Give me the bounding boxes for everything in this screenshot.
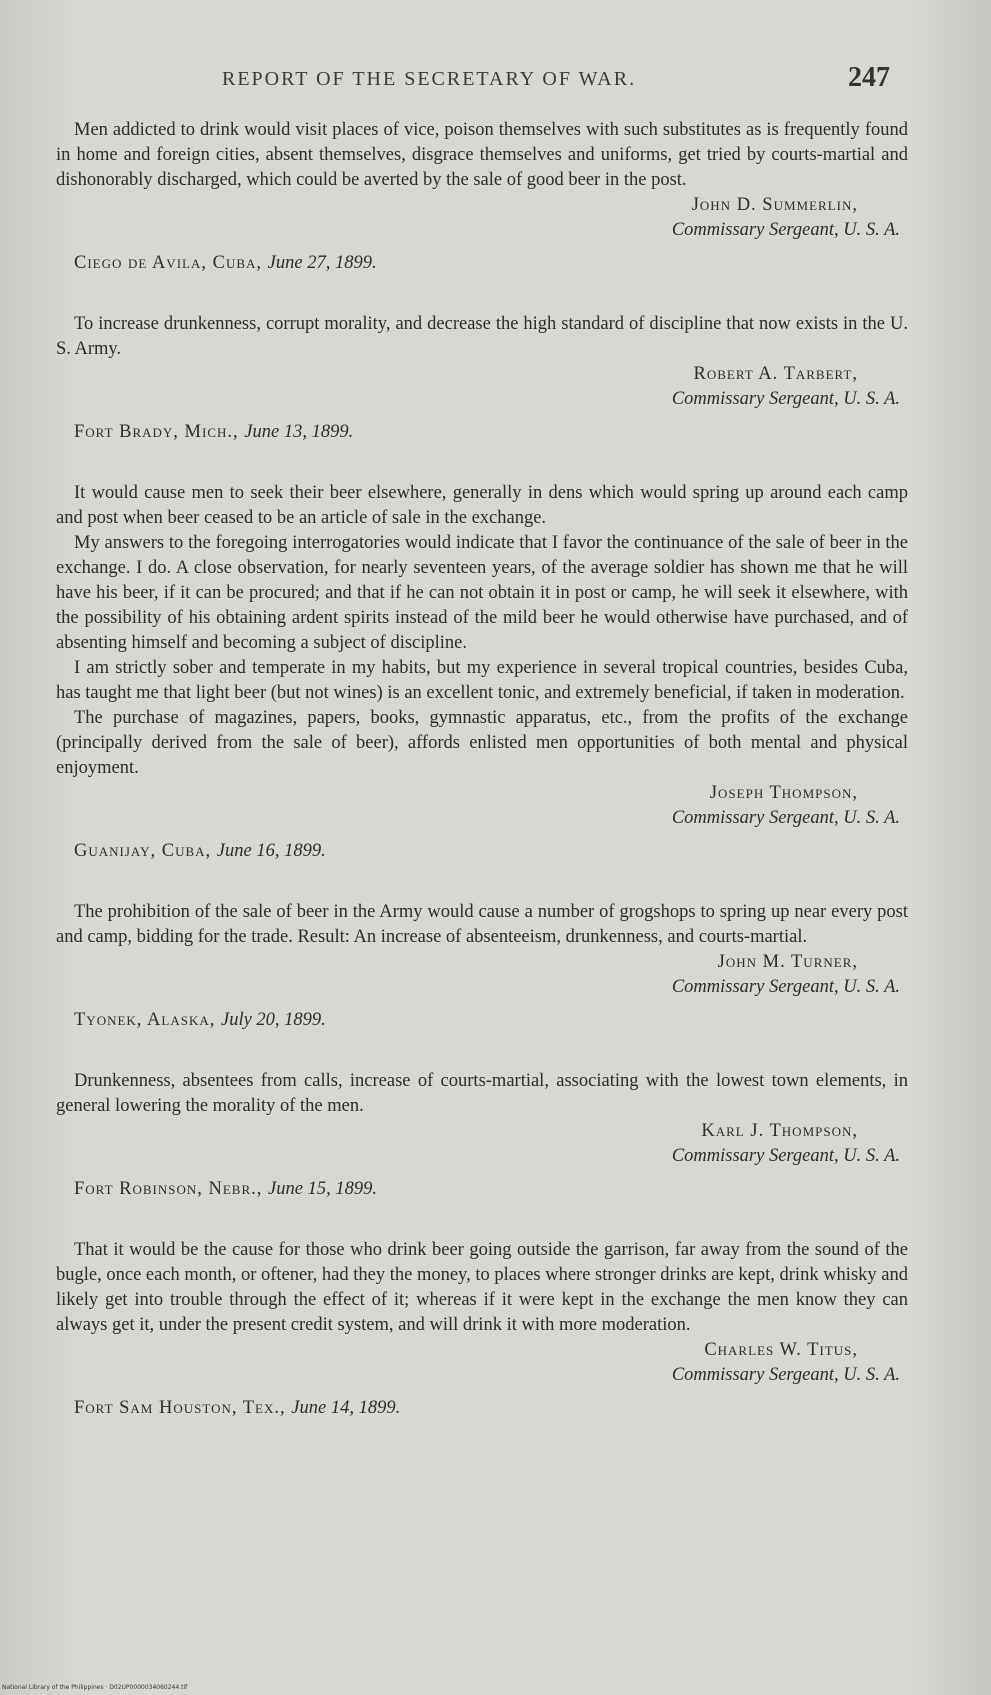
signature-block <box>56 362 908 412</box>
body-paragraph: The purchase of magazines, papers, books, gymnastic apparatus, etc., from the profits of the exchange (principally derived from the sale of beer), affords enlisted men opportunities of both mental and physical enjoyment. <box>56 708 908 778</box>
entry-gap <box>56 276 908 312</box>
entry-gap <box>56 445 908 481</box>
body-paragraph: To increase drunkenness, corrupt morality, and decrease the high standard of discipline that now exists in the U. S. Army. <box>56 314 908 359</box>
place-name: Tyonek, Alaska, <box>74 1010 216 1030</box>
signatory-title: Commissary Sergeant, U. S. A. <box>671 1365 900 1385</box>
body-paragraph: The prohibition of the sale of beer in the Army would cause a number of grogshops to spring up near every post and camp, bidding for the trade. Result: An increase of absenteeism, drunkenness, and courts-martial. <box>56 902 908 947</box>
letter-entry <box>56 118 908 276</box>
place-name: Fort Robinson, Nebr., <box>74 1179 263 1199</box>
signatory-title: Commissary Sergeant, U. S. A. <box>671 977 900 997</box>
place-name: Ciego de Avila, Cuba, <box>74 253 263 273</box>
letter-entry <box>56 1069 908 1202</box>
body-paragraph: Men addicted to drink would visit places of vice, poison themselves with such substitutes as is frequently found in home and foreign cities, absent themselves, disgrace themselves and uniforms, get tried by courts-martial and dishonorably discharged, which could be averted by the sale of good beer in the post. <box>56 120 908 190</box>
body-paragraph: My answers to the foregoing interrogatories would indicate that I favor the continuance of the sale of beer in the exchange. I do. A close observation, for nearly seventeen years, of the average soldier has shown me that he will have his beer, if it can be procured; and that if he can not obtain it in post or camp, he will seek it elsewhere, with the possibility of his obtaining ardent spirits instead of the mild beer he would otherwise have purchased, and of absenting himself and becoming a subject of discipline. <box>56 533 908 653</box>
place-dateline <box>74 1177 908 1202</box>
letter-date: June 16, 1899. <box>216 841 326 861</box>
body-paragraph: It would cause men to seek their beer elsewhere, generally in dens which would spring up around each camp and post when beer ceased to be an article of sale in the exchange. <box>56 483 908 528</box>
signatory-title: Commissary Sergeant, U. S. A. <box>671 808 900 828</box>
running-title: REPORT OF THE SECRETARY OF WAR. <box>222 68 637 90</box>
signatory-title: Commissary Sergeant, U. S. A. <box>671 220 900 240</box>
letter-date: June 14, 1899. <box>291 1398 401 1418</box>
place-dateline <box>74 251 908 276</box>
signatory-name: John M. Turner, <box>717 952 858 972</box>
letter-entry <box>56 312 908 445</box>
signatory-name: John D. Summerlin, <box>691 195 858 215</box>
place-name: Fort Sam Houston, Tex., <box>74 1398 286 1418</box>
place-dateline <box>74 1396 908 1421</box>
page-header <box>0 62 991 106</box>
signatory-title: Commissary Sergeant, U. S. A. <box>671 1146 900 1166</box>
page-body <box>56 118 908 1421</box>
signatory-name: Charles W. Titus, <box>704 1340 858 1360</box>
letter-entry <box>56 900 908 1033</box>
entry-gap <box>56 864 908 900</box>
signatory-name: Robert A. Tarbert, <box>693 364 858 384</box>
scan-footer-note: National Library of the Philippines · D02UP0000034060244.tif <box>2 1684 188 1691</box>
letter-date: July 20, 1899. <box>220 1010 326 1030</box>
letter-entry <box>56 481 908 864</box>
signature-block <box>56 1119 908 1169</box>
signature-block <box>56 781 908 831</box>
signatory-title: Commissary Sergeant, U. S. A. <box>671 389 900 409</box>
letter-date: June 27, 1899. <box>267 253 377 273</box>
signature-block <box>56 1338 908 1388</box>
body-paragraph: Drunkenness, absentees from calls, increase of courts-martial, associating with the lowest town elements, in general lowering the morality of the men. <box>56 1071 908 1116</box>
letter-entry <box>56 1238 908 1421</box>
letter-date: June 15, 1899. <box>268 1179 377 1199</box>
place-name: Fort Brady, Mich., <box>74 422 239 442</box>
page-number: 247 <box>848 62 890 93</box>
place-dateline <box>74 420 908 445</box>
place-dateline <box>74 1008 908 1033</box>
signatory-name: Joseph Thompson, <box>709 783 858 803</box>
place-dateline <box>74 839 908 864</box>
signature-block <box>56 950 908 1000</box>
signature-block <box>56 193 908 243</box>
entry-gap <box>56 1033 908 1069</box>
letter-date: June 13, 1899. <box>244 422 354 442</box>
body-paragraph: I am strictly sober and temperate in my habits, but my experience in several tropical countries, besides Cuba, has taught me that light beer (but not wines) is an excellent tonic, and extremely beneficial, if taken in moderation. <box>56 658 908 703</box>
place-name: Guanijay, Cuba, <box>74 841 212 861</box>
entry-gap <box>56 1202 908 1238</box>
signatory-name: Karl J. Thompson, <box>701 1121 858 1141</box>
body-paragraph: That it would be the cause for those who drink beer going outside the garrison, far away from the sound of the bugle, once each month, or oftener, had they the money, to places where stronger drinks are kept, drink whisky and likely get into trouble through the effect of it; whereas if it were kept in the exchange the men know they can always get it, under the present credit system, and will drink it with more moderation. <box>56 1240 908 1335</box>
